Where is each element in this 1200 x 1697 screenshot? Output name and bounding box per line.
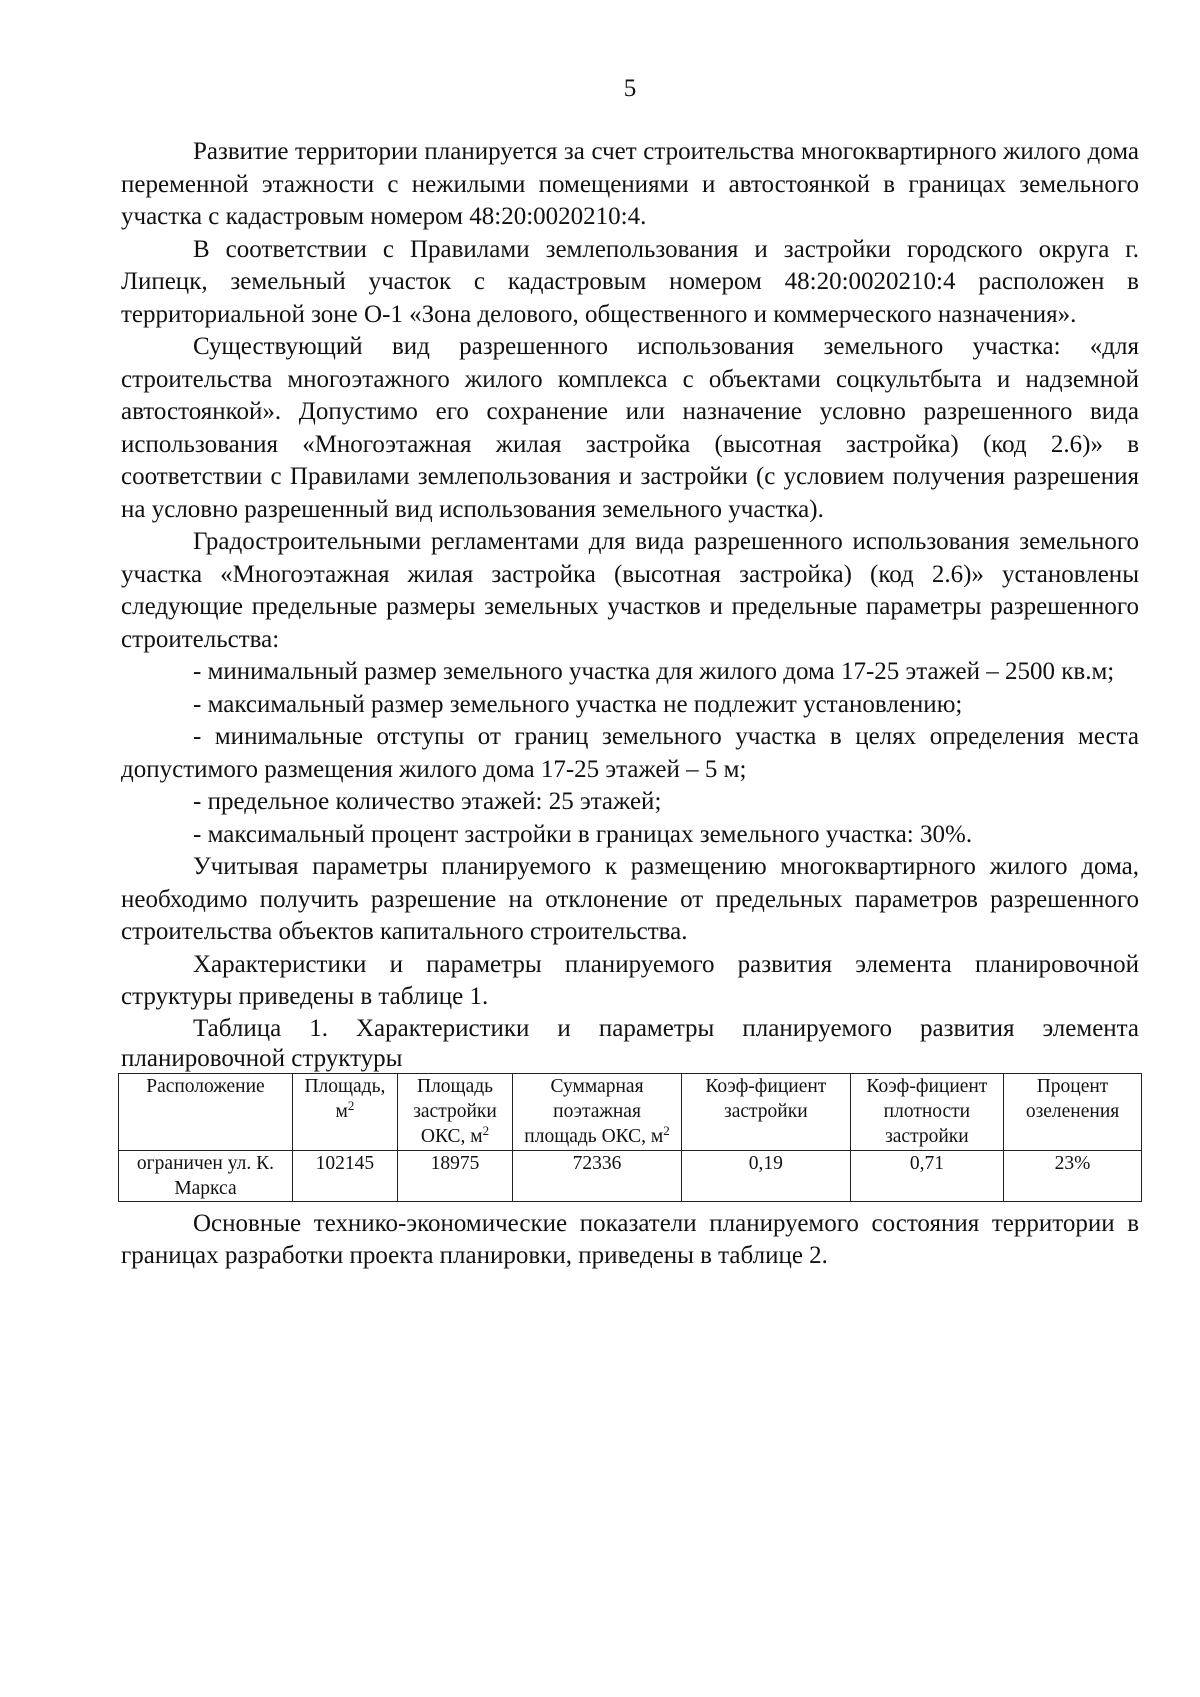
- list-item-min-setbacks: - минимальные отступы от границ земельного участка в целях определения места допустимого размещения жилого дома 17-25 этажей – 5 м;: [121, 723, 1139, 783]
- header-green-percent: Процент озеленения: [1004, 1073, 1142, 1150]
- cell-location: ограничен ул. К. Маркса: [119, 1150, 293, 1201]
- header-area: [292, 1073, 397, 1150]
- document-body: [121, 136, 1139, 1273]
- table-header-row: [119, 1073, 1142, 1150]
- header-building-coefficient: Коэф-фициент застройки: [681, 1073, 850, 1150]
- list-item-max-plot-size: - максимальный размер земельного участка не подлежит установлению;: [193, 690, 963, 718]
- parameters-table: [118, 1073, 1142, 1202]
- superscript-two: 2: [663, 1122, 670, 1138]
- paragraph-deviation-permit: Учитывая параметры планируемого к размещению многоквартирного жилого дома, необходимо получить разрешение на отклонение от предельных параметров разрешенного строительства объектов капитального строительства.: [121, 853, 1139, 945]
- cell-building-area: 18975: [397, 1150, 512, 1201]
- list-item-max-floors: - предельное количество этажей: 25 этажей;: [193, 788, 662, 815]
- header-area-label: Площадь,: [304, 1075, 386, 1097]
- header-building-area: [397, 1073, 512, 1150]
- header-total-floor-area: [513, 1073, 682, 1150]
- cell-building-coefficient: 0,19: [681, 1150, 850, 1201]
- page-number: 5: [623, 75, 637, 102]
- paragraph-table2-reference: Основные технико-экономические показатели планируемого состояния территории в границах разработки проекта планировки, приведены в таблице 2.: [121, 1209, 1139, 1269]
- header-total-floor-area-label: Суммарная поэтажная площадь ОКС, м: [524, 1075, 664, 1147]
- superscript-two: 2: [482, 1122, 490, 1138]
- paragraph-regulations: Градостроительными регламентами для вида разрешенного использования земельного участка «Многоэтажная жилая застройка (высотная застройка) (код 2.6)» установлены следующие предельные размеры земельных участков и предельные параметры разрешенного строительства:: [121, 528, 1139, 653]
- cell-density-coefficient: 0,71: [850, 1150, 1003, 1201]
- table-row: [119, 1150, 1142, 1201]
- table-caption: Таблица 1. Характеристики и параметры планируемого развития элемента планировочной структуры: [121, 1014, 1139, 1072]
- cell-total-floor-area: 72336: [513, 1150, 682, 1201]
- header-location: Расположение: [119, 1073, 293, 1150]
- header-area-unit: м: [335, 1100, 348, 1122]
- list-item-max-coverage: - максимальный процент застройки в границах земельного участка: 30%.: [193, 820, 973, 848]
- list-item-min-plot-size: - минимальный размер земельного участка для жилого дома 17-25 этажей – 2500 кв.м;: [193, 658, 1115, 685]
- paragraph-permitted-use: Существующий вид разрешенного использования земельного участка: «для строительства многоэтажного жилого комплекса с объектами соцкультбыта и надземной автостоянкой». Допустимо его сохранение или назначение условно разрешенного вида использования «Многоэтажная жилая застройка (высотная застройка) (код 2.6)» в соответствии с Правилами землепользования и застройки (с условием получения разрешения на условно разрешенный вид использования земельного участка).: [121, 333, 1139, 523]
- paragraph-table-reference: Характеристики и параметры планируемого развития элемента планировочной структуры приведены в таблице 1.: [121, 950, 1139, 1010]
- header-density-coefficient: Коэф-фициент плотности застройки: [850, 1073, 1003, 1150]
- cell-green-percent: 23%: [1004, 1150, 1142, 1201]
- cell-area: 102145: [292, 1150, 397, 1201]
- paragraph-zoning-rules: В соответствии с Правилами землепользования и застройки городского округа г. Липецк, земельный участок с кадастровым номером 48:20:0020210:4 расположен в территориальной зоне О-1 «Зона делового, общественного и коммерческого назначения».: [121, 235, 1139, 328]
- superscript-two: 2: [347, 1097, 355, 1113]
- paragraph-development: Развитие территории планируется за счет строительства многоквартирного жилого дома переменной этажности с нежилыми помещениями и автостоянкой в границах земельного участка с кадастровым номером 48:20:0020210:4.: [121, 138, 1139, 230]
- header-building-area-label: Площадь застройки ОКС, м: [413, 1075, 497, 1147]
